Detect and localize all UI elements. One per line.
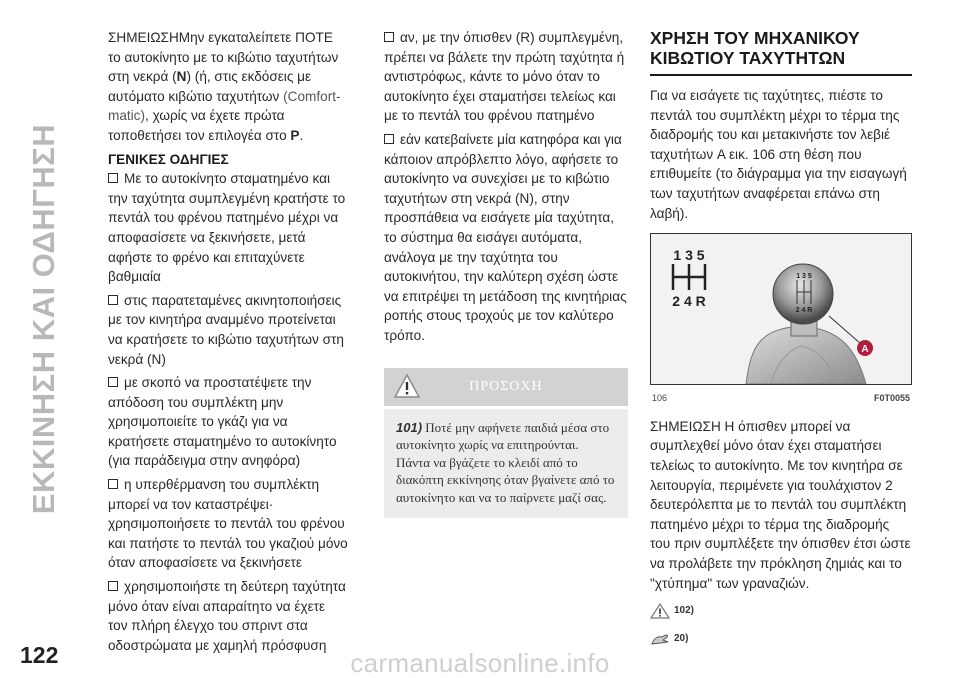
warning-triangle-icon xyxy=(650,603,670,619)
callout-a-label: A xyxy=(861,344,869,356)
caution-hand-icon xyxy=(650,630,670,646)
knob-gear-label-top: 1 3 5 xyxy=(796,273,812,281)
intro-paragraph: Για να εισάγετε τις ταχύτητες, πιέστε το πεντάλ του συμπλέκτη μέχρι το τέρμα της διαδρομής του και μετακινήστε τον λεβιέ ταχυτήτων A εικ. 106 στη θέση που επιθυμείτε (το διάγραμμα για την εισαγωγή των ταχυτήτων αναφέρεται επάνω στη λαβή). xyxy=(650,88,907,221)
note-paragraph: ΣΗΜΕΙΩΣΗ Η όπισθεν μπορεί να συμπλεχθεί μόνο όταν έχει σταματήσει τελείως το αυτοκίνητο. Με τον κινητήρα σε λειτουργία, περιμένετε για τουλάχιστον 2 δευτερόλεπτα με το πεντάλ του συμπλέκτη πατημένο μέχρι το τέρμα της διαδρομής του πριν συμπλέξετε την όπισθεν έτσι ώστε να προλάβετε την πρόκληση ζημιάς και το "χτύπημα" των γραναζιών. xyxy=(650,418,911,591)
knob-gear-label-bottom: 2 4 R xyxy=(795,307,813,315)
list-item: Με το αυτοκίνητο σταματημένο και την ταχύτητα συμπλεγμένη κρατήστε το πεντάλ του φρένου πατημένο μέχρι να αποφασίσετε να ξεκινήσετε, μετά αφήστε το φρένο και επιταχύνετε βαθμιαία xyxy=(108,171,346,285)
figure-image xyxy=(650,233,912,385)
section-title: ΧΡΗΣΗ ΤΟΥ ΜΗΧΑΝΙΚΟΥ ΚΙΒΩΤΙΟΥ ΤΑΧΥΤΗΤΩΝ xyxy=(650,28,912,76)
figure-caption: 106 F0T0055 xyxy=(652,393,910,404)
list-item: με σκοπό να προστατέψετε την απόδοση του συμπλέκτη μην χρησιμοποιείτε το γκάζι για να κρατήσετε σταματημένο το αυτοκίνητο (για παράδειγμα στην ανηφόρα) xyxy=(108,375,337,469)
warning-body: 101) Ποτέ μην αφήνετε παιδιά μέσα στο αυτοκίνητο χωρίς να επιτηρούνται. Πάντα να βγάζετε το κλειδί από το διακόπτη εκκίνησης όταν βγαίνετε από το αυτοκίνητο και να το παίρνετε μαζί σας. xyxy=(384,409,628,519)
warning-triangle-icon xyxy=(394,374,420,398)
column-3 xyxy=(650,28,912,648)
column-2 xyxy=(384,28,628,518)
section-heading: ΓΕΝΙΚΕΣ ΟΔΗΓΙΕΣ xyxy=(108,151,229,167)
bullet-list xyxy=(108,169,348,655)
note-paragraph: ΣΗΜΕΙΩΣΗΜην εγκαταλείπετε ΠΟΤΕ το αυτοκίνητο με το κιβώτιο ταχυτήτων στη νεκρά (N) (ή, στις εκδόσεις με αυτόματο κιβώτιο ταχυτήτων (Comfort-matic), χωρίς να έχετε πρώτα τοποθετήσει τον επιλογέα στο P. xyxy=(108,30,341,143)
gear-pattern-top-label: 1 3 5 xyxy=(673,247,705,264)
checkbox-bullet-icon xyxy=(108,295,118,305)
column-1 xyxy=(108,28,348,659)
warning-header: ΠΡΟΣΟΧΗ xyxy=(384,368,628,406)
checkbox-bullet-icon xyxy=(108,173,118,183)
watermark: carmanualsonline.info xyxy=(350,648,610,678)
checkbox-bullet-icon xyxy=(108,479,118,489)
list-item: αν, με την όπισθεν (R) συμπλεγμένη, πρέπει να βάλετε την πρώτη ταχύτητα ή αντιστρόφως, κάντε το μόνο όταν το αυτοκίνητο έχει σταματήσει τελείως και με το πεντάλ του φρένου πατημένο xyxy=(384,30,625,124)
checkbox-bullet-icon xyxy=(108,581,118,591)
gear-pattern-bottom-label: 2 4 R xyxy=(672,293,706,310)
list-item: χρησιμοποιήστε τη δεύτερη ταχύτητα μόνο όταν είναι απαραίτητο να έχετε τον πλήρη έλεγχο του σπριντ στα οδοστρώματα με χαμηλή πρόσφυση xyxy=(108,579,346,653)
footnote-20: 20) xyxy=(650,629,912,649)
side-chapter-title: ΕΚΚΙΝΗΣΗ ΚΑΙ ΟΔΗΓΗΣΗ xyxy=(26,123,61,515)
list-item: η υπερθέρμανση του συμπλέκτη μπορεί να τον καταστρέψει· χρησιμοποιήσετε το πεντάλ του φρένου και πατήστε το πεντάλ του γκαζιού μόνο όταν αποφασίσετε να ξεκινήσετε xyxy=(108,477,348,571)
checkbox-bullet-icon xyxy=(384,134,394,144)
page-number: 122 xyxy=(20,642,59,668)
checkbox-bullet-icon xyxy=(108,377,118,387)
gear-lever-figure xyxy=(650,233,912,409)
footnote-102: 102) xyxy=(650,601,912,621)
list-item: στις παρατεταμένες ακινητοποιήσεις με τον κινητήρα αναμμένο προτείνεται να κρατήσετε το κιβώτιο ταχυτήτων στη νεκρά (N) xyxy=(108,292,344,367)
list-item: εάν κατεβαίνετε μία κατηφόρα και για κάποιον απρόβλεπτο λόγο, αφήσετε το αυτοκίνητο να συνεχίσει με το κιβώτιο ταχυτήτων στη νεκρά (N), στην προσπάθεια να εισάγετε μία ταχύτητα, το σύστημα θα εισάγει αυτόματα, ανάλογα με την ταχύτητα του αυτοκινήτου, την καλύτερη σχέση ώστε να επιτρέψει τη μετάδοση της κινητήριας ροπής στους τροχούς με τον καλύτερο τρόπο. xyxy=(384,131,627,343)
checkbox-bullet-icon xyxy=(384,32,394,42)
